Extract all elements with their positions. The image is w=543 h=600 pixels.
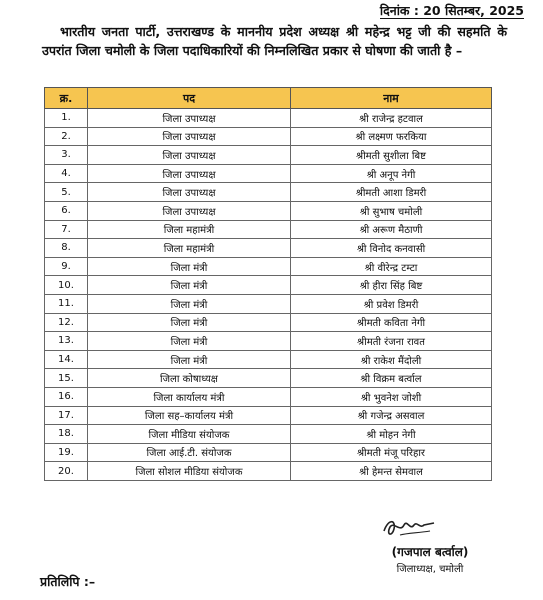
post-cell: जिला महामंत्री <box>88 220 291 239</box>
table-row <box>45 164 492 183</box>
serial-cell: 11. <box>45 294 88 313</box>
name-cell: श्री हेमन्त सेमवाल <box>291 462 492 481</box>
name-cell: श्रीमती आशा डिमरी <box>291 183 492 202</box>
serial-cell: 15. <box>45 369 88 388</box>
post-cell: जिला महामंत्री <box>88 239 291 258</box>
name-cell: श्री विनोद कनवासी <box>291 239 492 258</box>
serial-cell: 12. <box>45 313 88 332</box>
post-cell: जिला उपाध्यक्ष <box>88 201 291 220</box>
signatory-title: जिलाध्यक्ष, चमोली <box>396 564 464 575</box>
name-cell: श्री प्रवेश डिमरी <box>291 294 492 313</box>
serial-cell: 9. <box>45 257 88 276</box>
name-cell: श्री गजेन्द्र असवाल <box>291 406 492 425</box>
name-cell: श्रीमती सुशीला बिष्ट <box>291 146 492 165</box>
table-row <box>45 313 492 332</box>
serial-cell: 7. <box>45 220 88 239</box>
table-row <box>45 387 492 406</box>
name-cell: श्री हीरा सिंह बिष्ट <box>291 276 492 295</box>
post-cell: जिला मंत्री <box>88 276 291 295</box>
table-row <box>45 443 492 462</box>
post-cell: जिला उपाध्यक्ष <box>88 183 291 202</box>
name-cell: श्रीमती कविता नेगी <box>291 313 492 332</box>
header-name: नाम <box>291 88 492 109</box>
serial-cell: 17. <box>45 406 88 425</box>
name-cell: श्री अरूण मैठाणी <box>291 220 492 239</box>
date-line <box>349 2 524 18</box>
name-cell: श्री विक्रम बर्त्वाल <box>291 369 492 388</box>
serial-cell: 20. <box>45 462 88 481</box>
serial-cell: 14. <box>45 350 88 369</box>
intro-paragraph: भारतीय जनता पार्टी, उत्तराखण्ड के माननीय प्रदेश अध्यक्ष श्री महेन्द्र भट्ट जी की सहमति के उपरांत जिला चमोली के जिला पदाधिकारियों की निम्नलिखित प्रकार से घोषणा की जाती है – <box>42 24 507 58</box>
table-row <box>45 350 492 369</box>
post-cell: जिला सह–कार्यालय मंत्री <box>88 406 291 425</box>
post-cell: जिला मंत्री <box>88 313 291 332</box>
serial-cell: 19. <box>45 443 88 462</box>
table-row <box>45 201 492 220</box>
name-cell: श्री वीरेन्द्र टम्टा <box>291 257 492 276</box>
name-cell: श्री राकेश मैंदोली <box>291 350 492 369</box>
serial-cell: 1. <box>45 109 88 128</box>
name-cell: श्रीमती मंजू परिहार <box>291 443 492 462</box>
serial-cell: 3. <box>45 146 88 165</box>
table-row <box>45 462 492 481</box>
name-cell: श्री अनूप नेगी <box>291 164 492 183</box>
table-row <box>45 294 492 313</box>
signature-image <box>380 513 440 541</box>
post-cell: जिला उपाध्यक्ष <box>88 109 291 128</box>
table-row <box>45 257 492 276</box>
table-row <box>45 369 492 388</box>
serial-cell: 13. <box>45 332 88 351</box>
table-row <box>45 220 492 239</box>
serial-cell: 10. <box>45 276 88 295</box>
serial-cell: 6. <box>45 201 88 220</box>
table-row <box>45 332 492 351</box>
post-cell: जिला मंत्री <box>88 257 291 276</box>
name-cell: श्री भुवनेश जोशी <box>291 387 492 406</box>
post-cell: जिला सोशल मीडिया संयोजक <box>88 462 291 481</box>
post-cell: जिला उपाध्यक्ष <box>88 164 291 183</box>
table-body <box>45 109 492 481</box>
post-cell: जिला मीडिया संयोजक <box>88 425 291 444</box>
post-cell: जिला उपाध्यक्ष <box>88 146 291 165</box>
office-bearers-table <box>44 87 492 481</box>
table-row <box>45 406 492 425</box>
serial-cell: 2. <box>45 127 88 146</box>
cc-label: प्रतिलिपि :– <box>40 574 96 589</box>
serial-cell: 4. <box>45 164 88 183</box>
post-cell: जिला कार्यालय मंत्री <box>88 387 291 406</box>
serial-cell: 5. <box>45 183 88 202</box>
post-cell: जिला मंत्री <box>88 332 291 351</box>
table-row <box>45 276 492 295</box>
name-cell: श्री मोहन नेगी <box>291 425 492 444</box>
table-row <box>45 425 492 444</box>
post-cell: जिला मंत्री <box>88 294 291 313</box>
header-post: पद <box>88 88 291 109</box>
post-cell: जिला उपाध्यक्ष <box>88 127 291 146</box>
table-row <box>45 239 492 258</box>
post-cell: जिला मंत्री <box>88 350 291 369</box>
name-cell: श्री राजेन्द्र हटवाल <box>291 109 492 128</box>
name-cell: श्री सुभाष चमोली <box>291 201 492 220</box>
date-text: दिनांक : 20 सितम्बर, 2025 <box>379 3 524 18</box>
serial-cell: 8. <box>45 239 88 258</box>
header-serial: क्र. <box>45 88 88 109</box>
name-cell: श्री लक्ष्मण फरकिया <box>291 127 492 146</box>
post-cell: जिला कोषाध्यक्ष <box>88 369 291 388</box>
table-row <box>45 183 492 202</box>
serial-cell: 18. <box>45 425 88 444</box>
table-row <box>45 146 492 165</box>
table-header-row <box>45 88 492 109</box>
post-cell: जिला आई.टी. संयोजक <box>88 443 291 462</box>
signatory-name: (गजपाल बर्त्वाल) <box>391 545 469 559</box>
table-row <box>45 127 492 146</box>
serial-cell: 16. <box>45 387 88 406</box>
name-cell: श्रीमती रंजना रावत <box>291 332 492 351</box>
table-row <box>45 109 492 128</box>
